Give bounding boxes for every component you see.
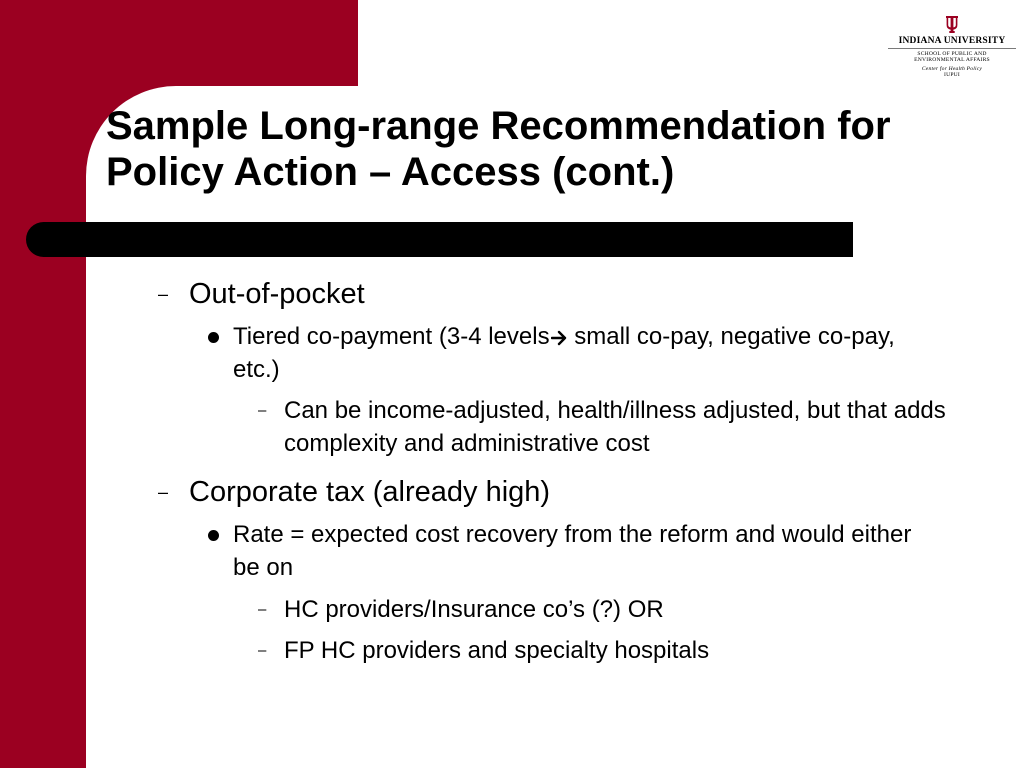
bullet-text-continued: small co-pay, negative co-pay, etc.)	[233, 323, 895, 383]
bullet-income-adjusted	[258, 394, 974, 460]
bullet-text: Corporate tax (already high)	[189, 476, 551, 508]
dash-marker: –	[258, 642, 267, 659]
bullet-hc-providers	[258, 593, 974, 626]
bullet-text: FP HC providers and specialty hospitals	[284, 637, 710, 664]
dash-marker: –	[258, 402, 267, 419]
title-divider-bar	[26, 222, 853, 257]
logo-campus: IUPUI	[944, 72, 960, 79]
bullet-text: Can be income-adjusted, health/illness adjusted, but that adds complexity and administrative cost	[284, 397, 946, 457]
bullet-fp-hc-providers	[258, 634, 974, 667]
slide-title: Sample Long-range Recommendation for Policy Action – Access (cont.)	[106, 104, 891, 194]
bullet-text: Tiered co-payment (3-4 levels	[233, 323, 550, 350]
university-logo	[888, 14, 1016, 79]
bullet-text: Rate = expected cost recovery from the reform and would either be on	[233, 521, 912, 581]
bullet-rate	[233, 518, 913, 584]
dash-marker: –	[158, 482, 169, 502]
bullet-corporate-tax	[158, 475, 969, 509]
dot-marker	[208, 332, 219, 343]
bullet-text: HC providers/Insurance co’s (?) OR	[284, 596, 664, 623]
logo-center-name: Center for Health Policy	[921, 65, 983, 72]
dash-marker: –	[158, 284, 169, 304]
bullet-tiered-copayment	[233, 320, 943, 386]
dash-marker: –	[258, 601, 267, 618]
bullet-out-of-pocket	[158, 277, 969, 311]
trident-icon	[944, 14, 960, 34]
logo-school-line-2: ENVIRONMENTAL AFFAIRS	[914, 57, 990, 64]
logo-university-name: INDIANA UNIVERSITY	[888, 36, 1016, 49]
dot-marker	[208, 530, 219, 541]
logo-school-line-1: SCHOOL OF PUBLIC AND	[917, 51, 987, 57]
right-arrow-icon	[551, 329, 568, 347]
bullet-text: Out-of-pocket	[189, 278, 365, 310]
